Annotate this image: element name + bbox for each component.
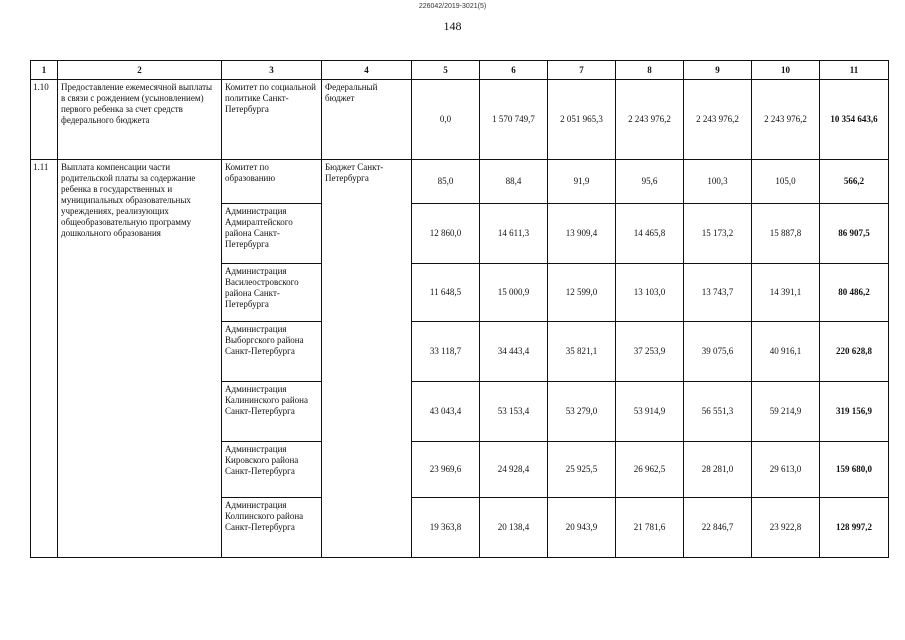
value-cell: 24 928,4 — [480, 442, 548, 498]
column-number: 4 — [322, 61, 412, 80]
value-cell: 56 551,3 — [684, 382, 752, 442]
row-name: Выплата компенсации части родительской платы за содержание ребенка в государственных и муниципальных образовательных учреждениях, реализующих общеобразовательную программу дошкольного образования — [58, 160, 222, 558]
value-cell: 13 909,4 — [548, 204, 616, 264]
total-cell: 128 997,2 — [820, 498, 889, 558]
value-cell: 14 611,3 — [480, 204, 548, 264]
value-cell: 12 599,0 — [548, 264, 616, 322]
value-cell: 39 075,6 — [684, 322, 752, 382]
table-row — [31, 160, 889, 204]
value-cell: 2 243 976,2 — [616, 80, 684, 160]
value-cell: 100,3 — [684, 160, 752, 204]
column-number: 5 — [412, 61, 480, 80]
total-cell: 566,2 — [820, 160, 889, 204]
value-cell: 20 943,9 — [548, 498, 616, 558]
value-cell: 33 118,7 — [412, 322, 480, 382]
value-cell: 19 363,8 — [412, 498, 480, 558]
column-number: 7 — [548, 61, 616, 80]
row-org: Администрация Выборгского района Санкт-Петербурга — [222, 322, 322, 382]
value-cell: 43 043,4 — [412, 382, 480, 442]
document-code: 226042/2019-3021(5) — [418, 3, 487, 10]
row-index: 1.11 — [31, 160, 58, 558]
value-cell: 91,9 — [548, 160, 616, 204]
value-cell: 21 781,6 — [616, 498, 684, 558]
value-cell: 53 914,9 — [616, 382, 684, 442]
value-cell: 40 916,1 — [752, 322, 820, 382]
table-row — [31, 80, 889, 160]
page-number: 148 — [443, 19, 462, 33]
value-cell: 2 243 976,2 — [684, 80, 752, 160]
budget-table — [30, 60, 889, 558]
value-cell: 88,4 — [480, 160, 548, 204]
value-cell: 85,0 — [412, 160, 480, 204]
column-number: 2 — [58, 61, 222, 80]
row-name: Предоставление ежемесячной выплаты в связи с рождением (усыновлением) первого ребенка за счет средств федерального бюджета — [58, 80, 222, 160]
value-cell: 37 253,9 — [616, 322, 684, 382]
column-number: 8 — [616, 61, 684, 80]
row-org: Комитет по образованию — [222, 160, 322, 204]
total-cell: 80 486,2 — [820, 264, 889, 322]
column-number: 10 — [752, 61, 820, 80]
total-cell: 319 156,9 — [820, 382, 889, 442]
column-number: 9 — [684, 61, 752, 80]
value-cell: 53 153,4 — [480, 382, 548, 442]
column-number-row — [31, 61, 889, 80]
column-number: 6 — [480, 61, 548, 80]
value-cell: 26 962,5 — [616, 442, 684, 498]
value-cell: 34 443,4 — [480, 322, 548, 382]
row-org: Администрация Калининского района Санкт-Петербурга — [222, 382, 322, 442]
value-cell: 28 281,0 — [684, 442, 752, 498]
row-org: Администрация Василеостровского района Санкт-Петербурга — [222, 264, 322, 322]
row-org: Администрация Кировского района Санкт-Петербурга — [222, 442, 322, 498]
total-cell: 10 354 643,6 — [820, 80, 889, 160]
value-cell: 0,0 — [412, 80, 480, 160]
row-index: 1.10 — [31, 80, 58, 160]
value-cell: 53 279,0 — [548, 382, 616, 442]
value-cell: 14 391,1 — [752, 264, 820, 322]
value-cell: 13 743,7 — [684, 264, 752, 322]
value-cell: 15 000,9 — [480, 264, 548, 322]
total-cell: 86 907,5 — [820, 204, 889, 264]
value-cell: 11 648,5 — [412, 264, 480, 322]
row-source: Бюджет Санкт-Петербурга — [322, 160, 412, 558]
value-cell: 29 613,0 — [752, 442, 820, 498]
row-org: Комитет по социальной политике Санкт-Петербурга — [222, 80, 322, 160]
value-cell: 14 465,8 — [616, 204, 684, 264]
value-cell: 23 969,6 — [412, 442, 480, 498]
value-cell: 2 051 965,3 — [548, 80, 616, 160]
value-cell: 95,6 — [616, 160, 684, 204]
value-cell: 22 846,7 — [684, 498, 752, 558]
value-cell: 20 138,4 — [480, 498, 548, 558]
value-cell: 12 860,0 — [412, 204, 480, 264]
total-cell: 159 680,0 — [820, 442, 889, 498]
value-cell: 23 922,8 — [752, 498, 820, 558]
value-cell: 15 173,2 — [684, 204, 752, 264]
column-number: 11 — [820, 61, 889, 80]
value-cell: 25 925,5 — [548, 442, 616, 498]
value-cell: 13 103,0 — [616, 264, 684, 322]
value-cell: 59 214,9 — [752, 382, 820, 442]
total-cell: 220 628,8 — [820, 322, 889, 382]
value-cell: 15 887,8 — [752, 204, 820, 264]
row-org: Администрация Адмиралтейского района Санкт-Петербурга — [222, 204, 322, 264]
column-number: 3 — [222, 61, 322, 80]
row-org: Администрация Колпинского района Санкт-Петербурга — [222, 498, 322, 558]
column-number: 1 — [31, 61, 58, 80]
value-cell: 105,0 — [752, 160, 820, 204]
value-cell: 2 243 976,2 — [752, 80, 820, 160]
value-cell: 35 821,1 — [548, 322, 616, 382]
value-cell: 1 570 749,7 — [480, 80, 548, 160]
row-source: Федеральный бюджет — [322, 80, 412, 160]
